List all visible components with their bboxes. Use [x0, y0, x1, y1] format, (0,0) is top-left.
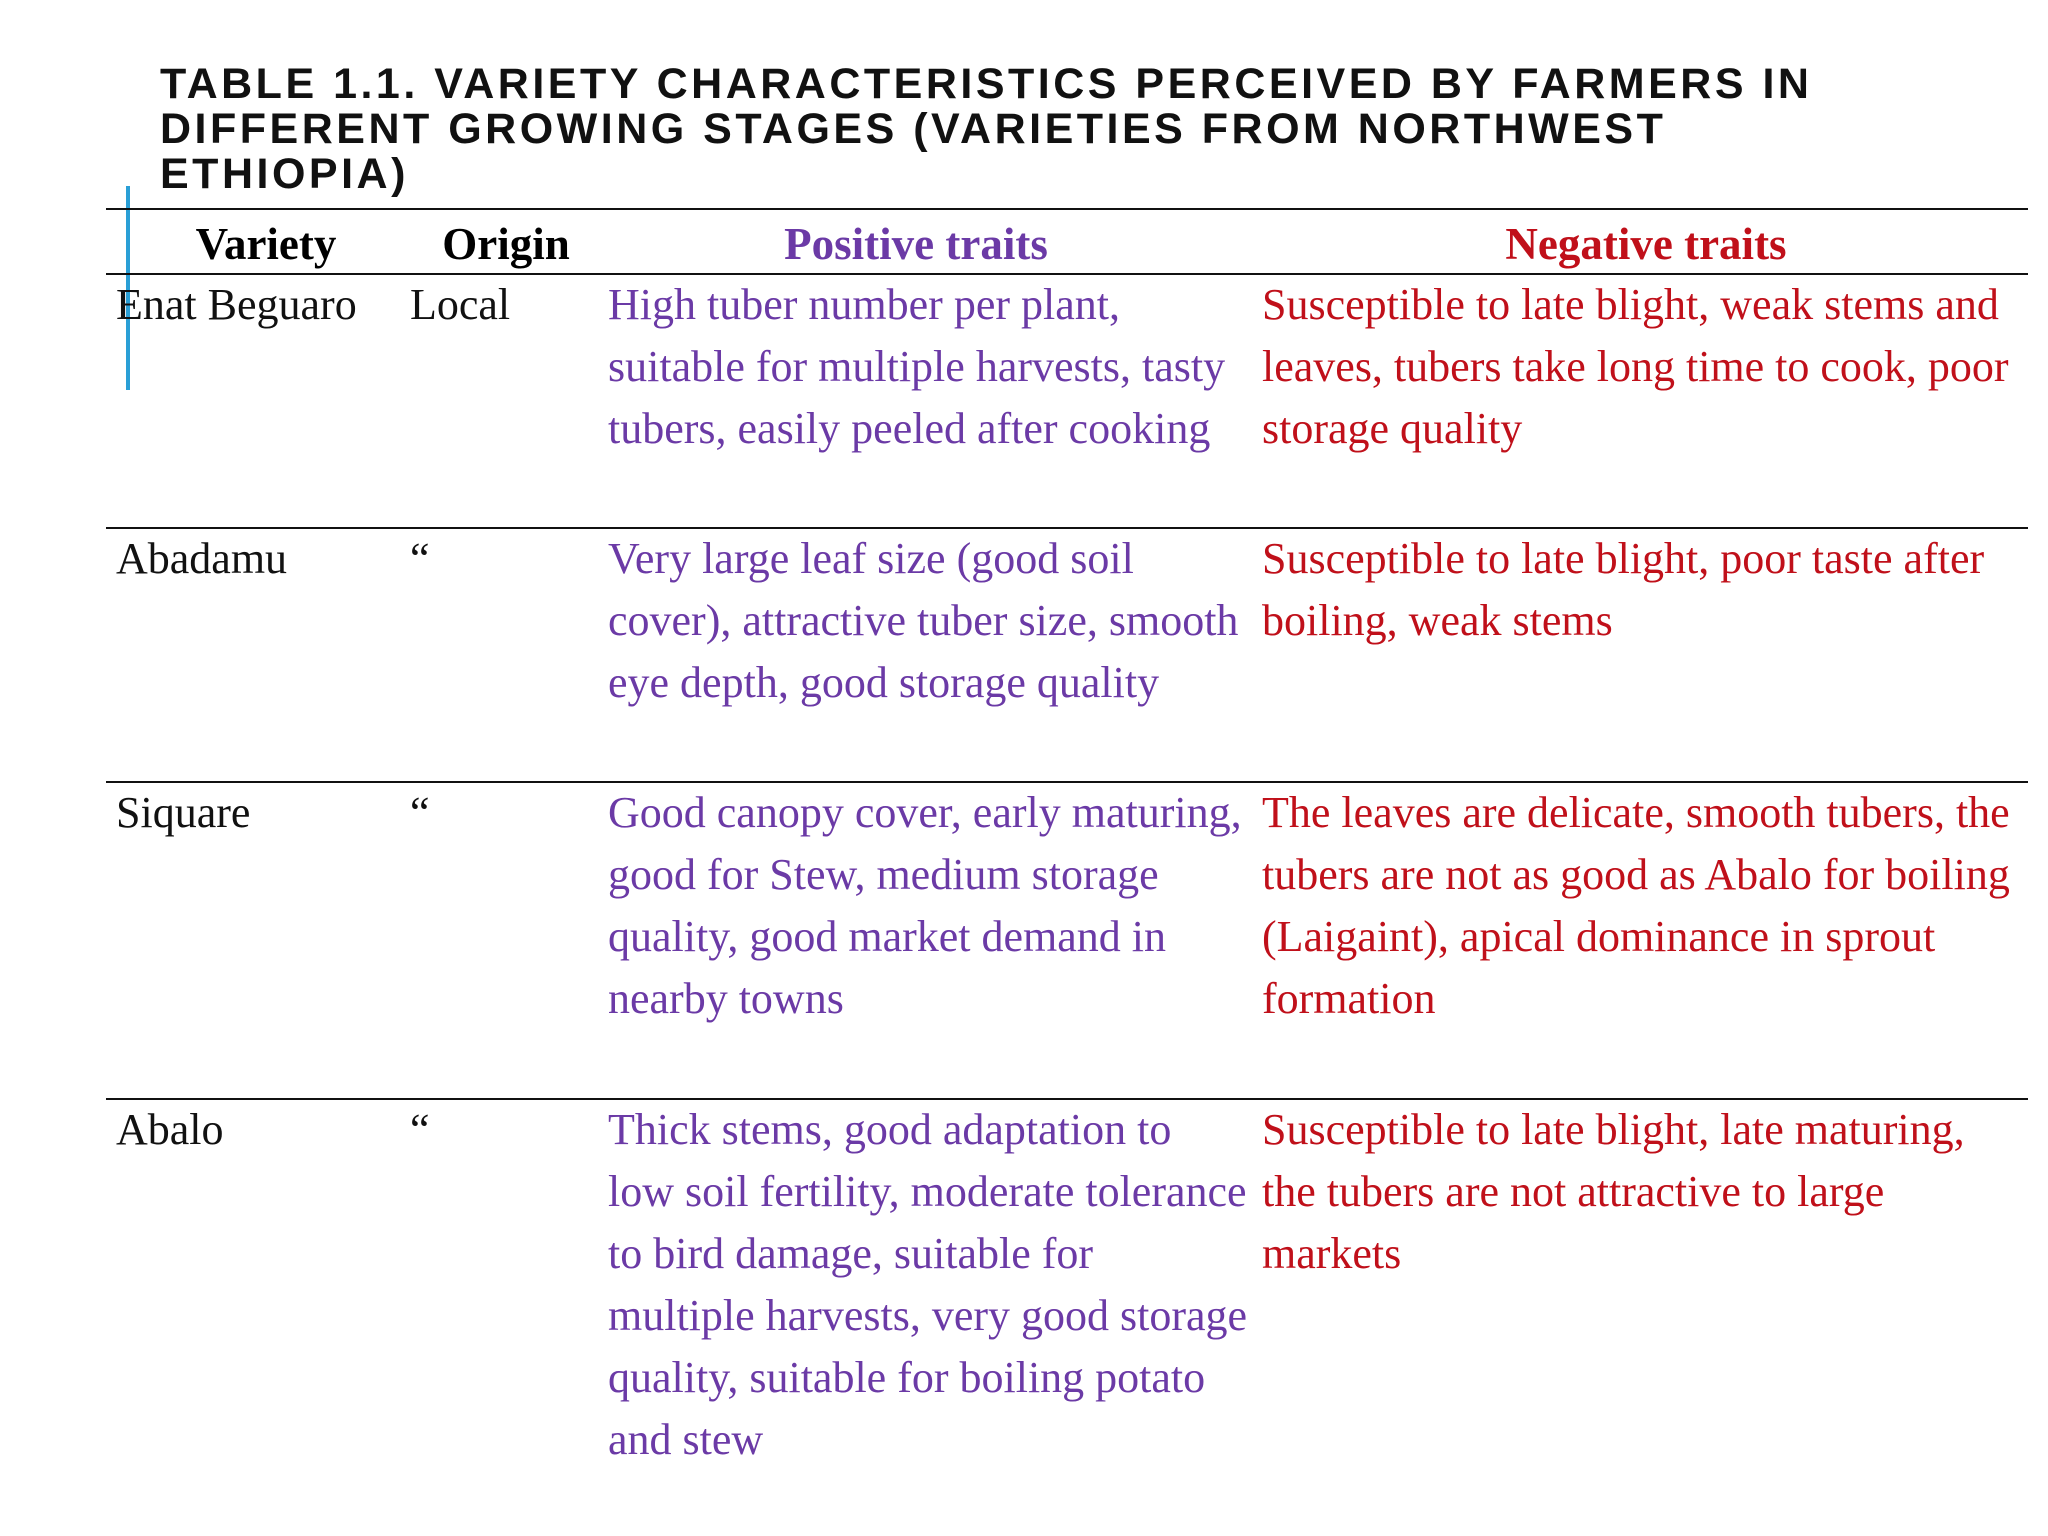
origin-cell: “: [410, 1105, 430, 1154]
header-positive-traits: Positive traits: [784, 219, 1048, 269]
negative-traits-cell: Susceptible to late blight, poor taste after boiling, weak stems: [1262, 534, 1985, 645]
negative-traits-cell: Susceptible to late blight, weak stems and leaves, tubers take long time to cook, poor storage quality: [1262, 280, 2009, 453]
positive-traits-cell: High tuber number per plant, suitable for multiple harvests, tasty tubers, easily peeled after cooking: [608, 280, 1226, 453]
variety-table: [106, 208, 2028, 1536]
header-origin: Origin: [442, 219, 570, 269]
origin-cell: Local: [410, 280, 511, 329]
variety-cell: Enat Beguaro: [116, 280, 357, 329]
origin-cell: “: [410, 788, 430, 837]
header-variety: Variety: [195, 219, 337, 269]
table-top-rule: [106, 208, 2028, 210]
origin-cell: “: [410, 534, 430, 583]
negative-traits-cell: Susceptible to late blight, late maturing, the tubers are not attractive to large markets: [1262, 1105, 1965, 1278]
positive-traits-cell: Good canopy cover, early maturing, good for Stew, medium storage quality, good market demand in nearby towns: [608, 788, 1242, 1023]
variety-cell: Abalo: [116, 1105, 224, 1154]
positive-traits-cell: Very large leaf size (good soil cover), attractive tuber size, smooth eye depth, good storage quality: [608, 534, 1239, 707]
positive-traits-cell: Thick stems, good adaptation to low soil fertility, moderate tolerance to bird damage, suitable for multiple harvests, very good storage quality, suitable for boiling potato and stew: [608, 1105, 1248, 1464]
header-negative-traits: Negative traits: [1505, 219, 1787, 269]
negative-traits-cell: The leaves are delicate, smooth tubers, the tubers are not as good as Abalo for boiling (Laigaint), apical dominance in sprout formation: [1262, 788, 2010, 1023]
variety-cell: Abadamu: [116, 534, 288, 583]
variety-cell: Siquare: [116, 788, 251, 837]
table-title: TABLE 1.1. VARIETY CHARACTERISTICS PERCEIVED BY FARMERS IN DIFFERENT GROWING STAGES (VARIETIES FROM NORTHWEST ETHIOPIA): [160, 60, 1813, 198]
